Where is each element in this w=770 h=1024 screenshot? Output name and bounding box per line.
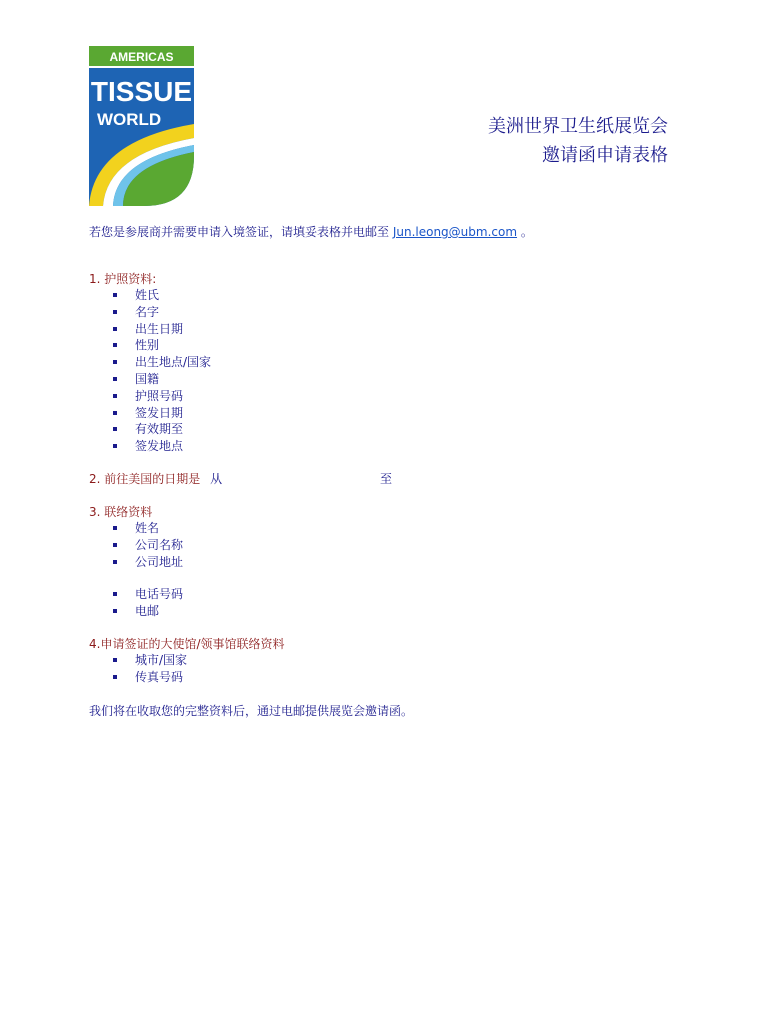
section-1-heading: 1. 护照资料: [89, 272, 157, 286]
list-item: 公司地址 [89, 554, 183, 571]
from-label: 从 [210, 472, 223, 486]
title-line-2: 邀请函申请表格 [542, 145, 668, 166]
contact-fields-list-2 [89, 586, 183, 620]
list-item: 电话号码 [89, 586, 183, 603]
logo-tissue-text: TISSUE [90, 76, 193, 107]
list-item: 传真号码 [89, 669, 187, 686]
title-line-1: 美洲世界卫生纸展览会 [488, 116, 668, 137]
section-3-heading: 3. 联络资料 [89, 505, 153, 519]
section-4-heading: 4.申请签证的大使馆/领事馆联络资料 [89, 637, 285, 651]
list-item: 护照号码 [89, 388, 211, 405]
logo-world-text: WORLD [97, 110, 162, 129]
tissue-world-logo [89, 46, 194, 206]
passport-fields-list [89, 287, 211, 455]
list-item: 性别 [89, 337, 211, 354]
contact-fields-list [89, 520, 183, 570]
embassy-fields-list [89, 652, 187, 686]
list-item: 出生日期 [89, 321, 211, 338]
travel-dates-label: 2. 前往美国的日期是 [89, 472, 201, 486]
list-item: 城市/国家 [89, 652, 187, 669]
email-link[interactable]: Jun.leong@ubm.com [392, 225, 518, 239]
list-item: 电邮 [89, 603, 183, 620]
page-title [488, 112, 668, 170]
list-item: 签发日期 [89, 405, 211, 422]
list-item: 公司名称 [89, 537, 183, 554]
section-2-heading [89, 471, 222, 487]
to-label: 至 [380, 472, 393, 486]
intro-text: 若您是参展商并需要申请入境签证，请填妥表格并电邮至 [89, 225, 393, 239]
list-item: 国籍 [89, 371, 211, 388]
list-item: 出生地点/国家 [89, 354, 211, 371]
intro-suffix: 。 [517, 225, 533, 239]
list-item: 姓氏 [89, 287, 211, 304]
closing-paragraph: 我们将在收取您的完整资料后，通过电邮提供展览会邀请函。 [89, 704, 414, 718]
list-item: 名字 [89, 304, 211, 321]
list-item: 签发地点 [89, 438, 211, 455]
list-item: 姓名 [89, 520, 183, 537]
list-item: 有效期至 [89, 421, 211, 438]
logo-americas-text: AMERICAS [109, 50, 174, 64]
intro-paragraph [89, 224, 533, 240]
